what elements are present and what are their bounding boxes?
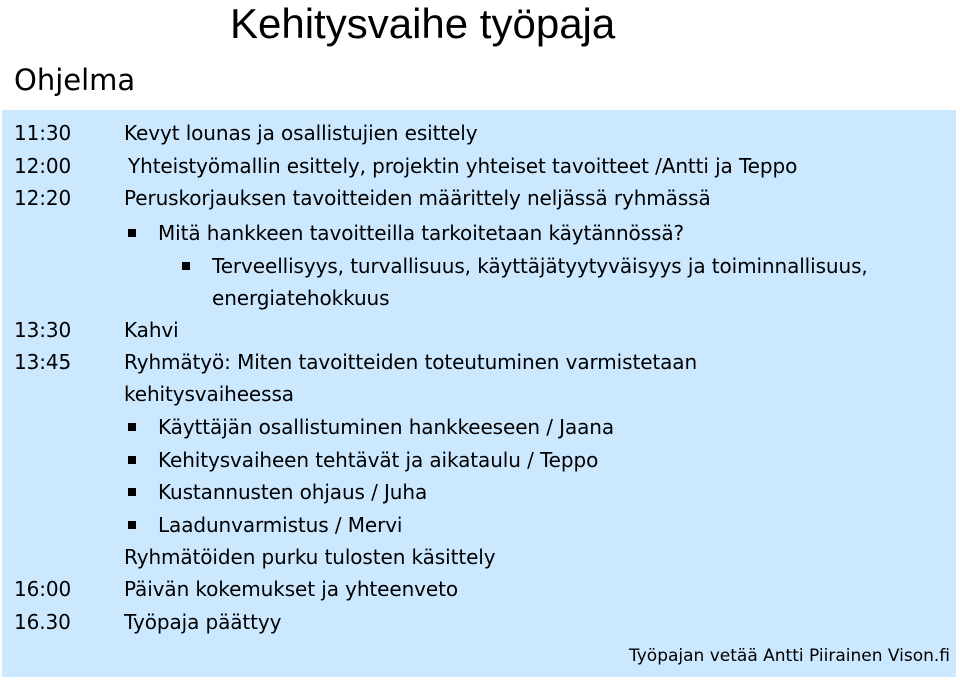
square-bullet-icon <box>128 488 136 496</box>
schedule-text: Kahvi <box>124 318 179 342</box>
footer-credit: Työpajan vetää Antti Piirainen Vison.fi <box>629 646 950 666</box>
schedule-time: 13:45 <box>14 350 72 374</box>
schedule-text: kehitysvaiheessa <box>124 382 294 406</box>
schedule-time: 16.30 <box>14 610 71 634</box>
bullet-text: Kustannusten ohjaus / Juha <box>158 480 428 504</box>
bullet-text: Laadunvarmistus / Mervi <box>158 513 403 537</box>
bullet-text: Mitä hankkeen tavoitteilla tarkoitetaan käytännössä? <box>158 221 685 245</box>
schedule-time: 11:30 <box>14 121 72 145</box>
square-bullet-icon <box>128 521 136 529</box>
schedule-text: Peruskorjauksen tavoitteiden määrittely neljässä ryhmässä <box>124 186 711 210</box>
schedule-text: Ryhmätyö: Miten tavoitteiden toteutuminen varmistetaan <box>124 350 698 374</box>
slide-title: Kehitysvaihe työpaja <box>230 0 616 47</box>
bullet-text: Terveellisyys, turvallisuus, käyttäjätyytyväisyys ja toiminnallisuus, <box>212 254 868 278</box>
bullet-text: energiatehokkuus <box>212 286 390 310</box>
schedule-time: 12:20 <box>14 186 72 210</box>
square-bullet-icon <box>128 423 136 431</box>
section-heading: Ohjelma <box>14 63 136 97</box>
schedule-time: 16:00 <box>14 577 72 601</box>
square-bullet-icon <box>128 229 136 237</box>
schedule-time: 12:00 <box>14 154 72 178</box>
schedule-text: Kevyt lounas ja osallistujien esittely <box>124 121 478 145</box>
schedule-text: Päivän kokemukset ja yhteenveto <box>124 577 458 601</box>
schedule-text: Työpaja päättyy <box>124 610 282 634</box>
schedule-time: 13:30 <box>14 318 72 342</box>
square-bullet-icon <box>182 262 190 270</box>
schedule-text: Ryhmätöiden purku tulosten käsittely <box>124 545 496 569</box>
square-bullet-icon <box>128 456 136 464</box>
schedule-text: Yhteistyömallin esittely, projektin yhteiset tavoitteet /Antti ja Teppo <box>128 154 798 178</box>
bullet-text: Kehitysvaiheen tehtävät ja aikataulu / Teppo <box>158 448 599 472</box>
bullet-text: Käyttäjän osallistuminen hankkeeseen / Jaana <box>158 415 614 439</box>
